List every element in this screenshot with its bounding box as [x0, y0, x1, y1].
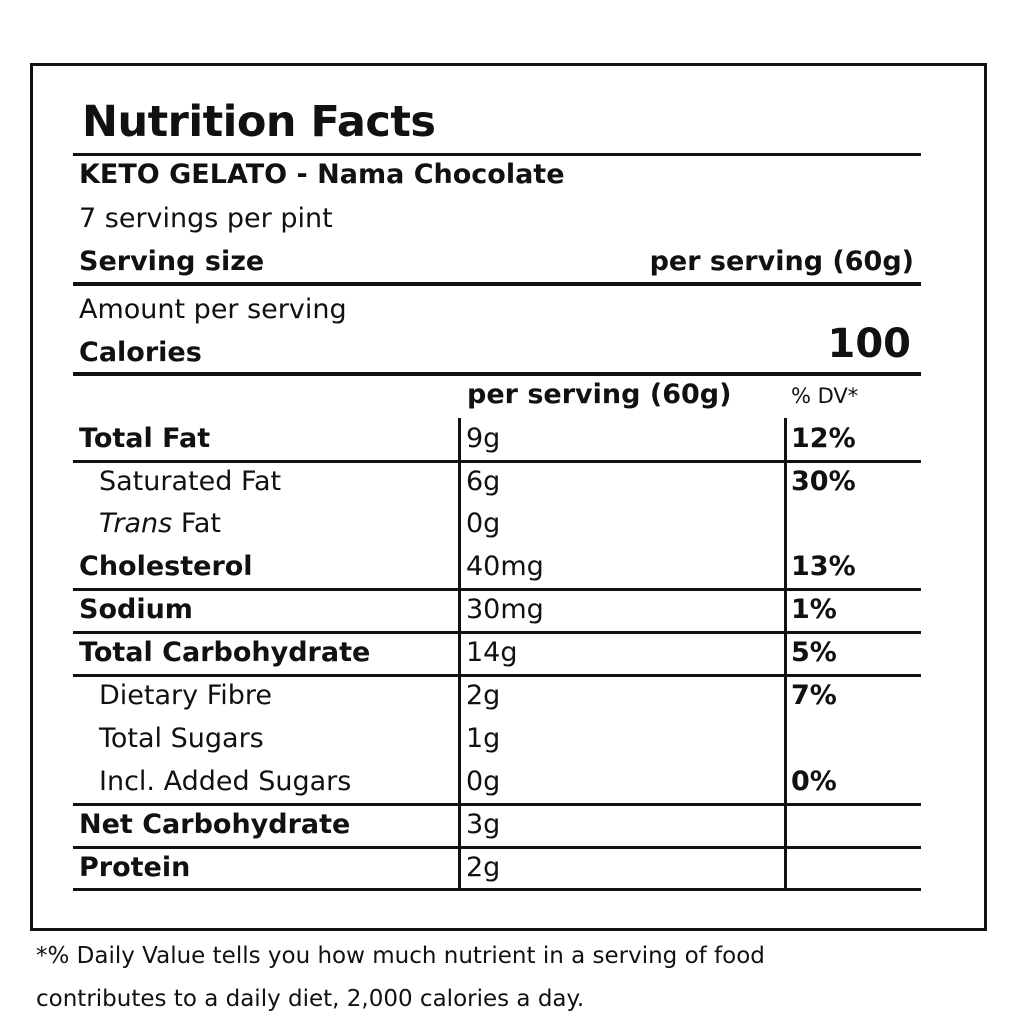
nutrient-dv: 30% — [791, 466, 856, 497]
nutrient-dv: 1% — [791, 594, 837, 625]
nutrient-row-saturated-fat — [0, 461, 1024, 504]
nutrient-dv: 5% — [791, 637, 837, 668]
nutrient-name: Saturated Fat — [99, 466, 282, 497]
serving-size-label: Serving size — [79, 246, 265, 277]
nutrient-row-net-carbohydrate — [0, 804, 1024, 847]
amount-column-header: per serving (60g) — [467, 379, 732, 410]
nutrient-amount: 9g — [466, 423, 501, 454]
nutrient-row-dietary-fibre — [0, 675, 1024, 718]
nutrient-dv: 12% — [791, 423, 856, 454]
nutrient-amount: 3g — [466, 809, 501, 840]
trans-italic: Trans — [99, 508, 173, 539]
servings-per-container: 7 servings per pint — [79, 203, 333, 234]
nutrient-name: Dietary Fibre — [99, 680, 273, 711]
nutrient-row-cholesterol — [0, 546, 1024, 589]
label-title: Nutrition Facts — [82, 97, 436, 147]
nutrient-dv: 13% — [791, 551, 856, 582]
nutrient-row-sodium — [0, 589, 1024, 632]
nutrient-dv: 7% — [791, 680, 837, 711]
product-name: KETO GELATO - Nama Chocolate — [79, 159, 565, 190]
calories-divider — [73, 372, 921, 376]
trans-rest: Fat — [172, 508, 222, 539]
label-bottom-rule — [73, 888, 921, 891]
nutrient-amount: 40mg — [466, 551, 544, 582]
nutrient-name: Net Carbohydrate — [79, 809, 351, 840]
nutrient-amount: 30mg — [466, 594, 544, 625]
nutrient-name: Sodium — [79, 594, 193, 625]
nutrient-name: Cholesterol — [79, 551, 253, 582]
nutrient-name: Total Fat — [79, 423, 211, 454]
nutrient-row-total-fat — [0, 418, 1024, 461]
nutrient-row-total-carbohydrate — [0, 632, 1024, 675]
nutrient-row-total-sugars — [0, 718, 1024, 761]
nutrient-amount: 6g — [466, 466, 501, 497]
nutrient-amount: 0g — [466, 508, 501, 539]
nutrient-dv: 0% — [791, 766, 837, 797]
nutrient-row-added-sugars — [0, 761, 1024, 804]
nutrient-amount: 1g — [466, 723, 501, 754]
footnote-line-2: contributes to a daily diet, 2,000 calories a day. — [36, 986, 585, 1012]
serving-size-value: per serving (60g) — [649, 246, 914, 277]
amount-per-serving: Amount per serving — [79, 294, 347, 325]
nutrient-row-trans-fat — [0, 503, 1024, 546]
nutrient-row-protein — [0, 847, 1024, 890]
serving-divider — [73, 282, 921, 286]
nutrient-name: Protein — [79, 852, 191, 883]
nutrient-name: Total Sugars — [99, 723, 264, 754]
nutrient-amount: 2g — [466, 852, 501, 883]
nutrient-amount: 2g — [466, 680, 501, 711]
title-divider — [73, 153, 921, 156]
calories-label: Calories — [79, 337, 202, 368]
nutrient-amount: 0g — [466, 766, 501, 797]
dv-column-header: % DV* — [791, 384, 859, 408]
nutrient-name — [99, 510, 221, 537]
nutrient-name: Total Carbohydrate — [79, 637, 371, 668]
calories-value: 100 — [827, 321, 911, 367]
nutrient-amount: 14g — [466, 637, 518, 668]
nutrient-name: Incl. Added Sugars — [99, 766, 352, 797]
footnote-line-1: *% Daily Value tells you how much nutrient in a serving of food — [36, 943, 765, 969]
